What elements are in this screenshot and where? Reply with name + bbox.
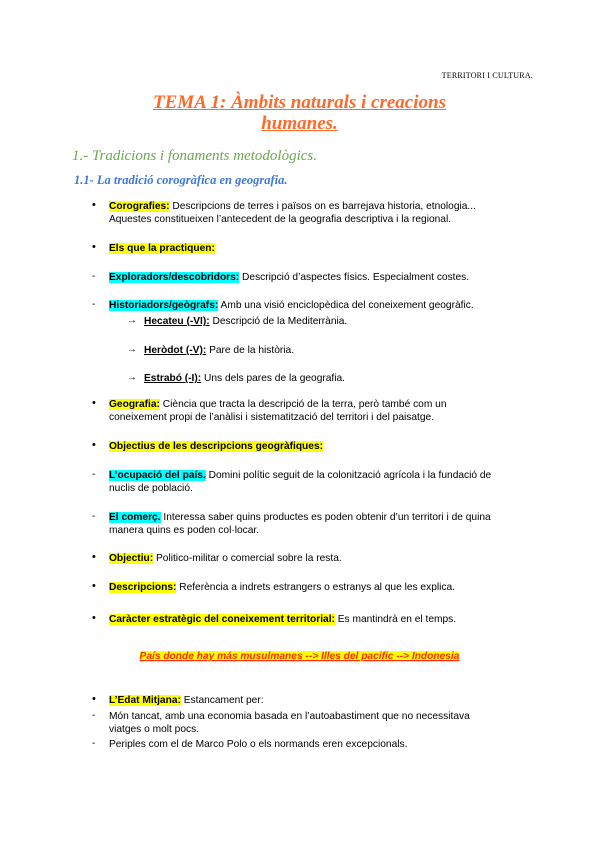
item-text-continuation: viatges o molt pocs. <box>109 724 200 735</box>
note-text: País donde hay más musulmanes --> Illes del pacific --> Indonesia <box>139 651 460 662</box>
dash-icon: - <box>92 271 96 282</box>
term-objectiu: Objectiu: <box>109 553 154 564</box>
page-title <box>0 92 599 134</box>
sublist-item-estrabo <box>144 372 345 385</box>
item-text: Descripcions de terres i països on es barrejava historia, etnologia... <box>169 201 476 212</box>
term-objectius: Objectius de les descripcions geogràfiques: <box>109 441 323 452</box>
term-historiadors: Historiadors/geògrafs: <box>109 300 219 311</box>
list-item-practiquen <box>109 242 215 255</box>
term-geografia: Geografia: <box>109 399 160 410</box>
item-text: Pare de la història. <box>206 345 295 356</box>
bullet-icon: • <box>92 199 96 211</box>
term-hecateu: Hecateu (-VI): <box>144 316 210 327</box>
bullet-icon: • <box>92 241 96 253</box>
item-text-continuation: coneixement propi de l’anàlisi i sistematització del territori i del paisatge. <box>109 412 435 423</box>
item-text: Politico-militar o comercial sobre la resta. <box>153 553 342 564</box>
term-ocupacio: L’ocupació del país. <box>109 470 206 481</box>
item-text: Amb una visió enciclopèdica del coneixement geogràfic. <box>218 300 474 311</box>
item-text: Ciència que tracta la descripció de la terra, però també com un <box>159 399 447 410</box>
bullet-icon: • <box>92 439 96 451</box>
bullet-icon: • <box>92 612 96 624</box>
list-item-exploradors <box>109 271 469 284</box>
list-item-corografies <box>109 200 476 226</box>
bullet-icon: • <box>92 551 96 563</box>
bullet-icon: • <box>92 580 96 592</box>
term-herodot: Heròdot (-V): <box>144 345 207 356</box>
item-text: Estancament per: <box>180 695 264 706</box>
bullet-icon: • <box>92 693 96 705</box>
section-heading-1: 1.- Tradicions i fonaments metodològics. <box>72 148 317 164</box>
sublist-item-herodot <box>144 344 294 357</box>
title-line-1: TEMA 1: Àmbits naturals i creacions <box>153 92 446 113</box>
item-text: Uns dels pares de la geografia. <box>201 373 346 384</box>
list-item-comerc <box>109 511 491 537</box>
item-text: Món tancat, amb una economia basada en l’autoabastiment que no necessitava <box>109 711 470 722</box>
term-estrabo: Estrabó (-I): <box>144 373 202 384</box>
list-item-edat-mitjana <box>109 694 264 707</box>
item-text: Referència a indrets estrangers o estranys al que les explica. <box>176 582 455 593</box>
term-practiquen: Els que la practiquen: <box>109 243 215 254</box>
item-text-continuation: manera quins es poden col·locar. <box>109 525 260 536</box>
highlighted-note <box>0 650 599 663</box>
item-text-continuation: nuclis de població. <box>109 483 193 494</box>
dash-icon: - <box>92 511 96 522</box>
list-item-ocupacio <box>109 469 491 495</box>
arrow-right-icon: → <box>127 372 137 383</box>
list-item-objectius <box>109 440 323 453</box>
list-item-caracter <box>109 613 456 626</box>
term-exploradors: Exploradors/descobridors: <box>109 272 240 283</box>
title-line-2: humanes. <box>261 113 338 134</box>
item-text: Descripció d’aspectes físics. Especialment costes. <box>239 272 470 283</box>
arrow-right-icon: → <box>127 344 137 355</box>
item-text: Periples com el de Marco Polo o els normands eren excepcionals. <box>109 739 408 750</box>
item-text: Domini polític seguit de la colonització agrícola i la fundació de <box>205 470 492 481</box>
dash-icon: - <box>92 299 96 310</box>
arrow-right-icon: → <box>127 315 137 326</box>
term-comerc: El comerç. <box>109 512 161 523</box>
item-text: Descripció de la Mediterrània. <box>209 316 348 327</box>
item-text: Es mantindrà en el temps. <box>334 614 457 625</box>
running-header: TERRITORI I CULTURA. <box>441 71 533 80</box>
list-item-objectiu <box>109 552 342 565</box>
term-descripcions: Descripcions: <box>109 582 177 593</box>
list-item-geografia <box>109 398 446 424</box>
section-heading-1-1: 1.1- La tradició corogràfica en geografia. <box>74 173 288 187</box>
sublist-item-hecateu <box>144 315 347 328</box>
term-caracter: Caràcter estratègic del coneixement territorial: <box>109 614 335 625</box>
list-item-periples <box>109 738 407 751</box>
bullet-icon: • <box>92 397 96 409</box>
term-corografies: Corografies: <box>109 201 170 212</box>
dash-icon: - <box>92 710 96 721</box>
term-edat-mitjana: L’Edat Mitjana: <box>109 695 181 706</box>
list-item-mon <box>109 710 470 736</box>
dash-icon: - <box>92 469 96 480</box>
item-text-continuation: Aquestes constitueixen l’antecedent de la geografia descriptiva i la regional. <box>109 214 452 225</box>
list-item-historiadors <box>109 299 474 312</box>
list-item-descripcions <box>109 581 455 594</box>
item-text: Interessa saber quins productes es poden obtenir d’un territori i de quina <box>160 512 491 523</box>
dash-icon: - <box>92 738 96 749</box>
